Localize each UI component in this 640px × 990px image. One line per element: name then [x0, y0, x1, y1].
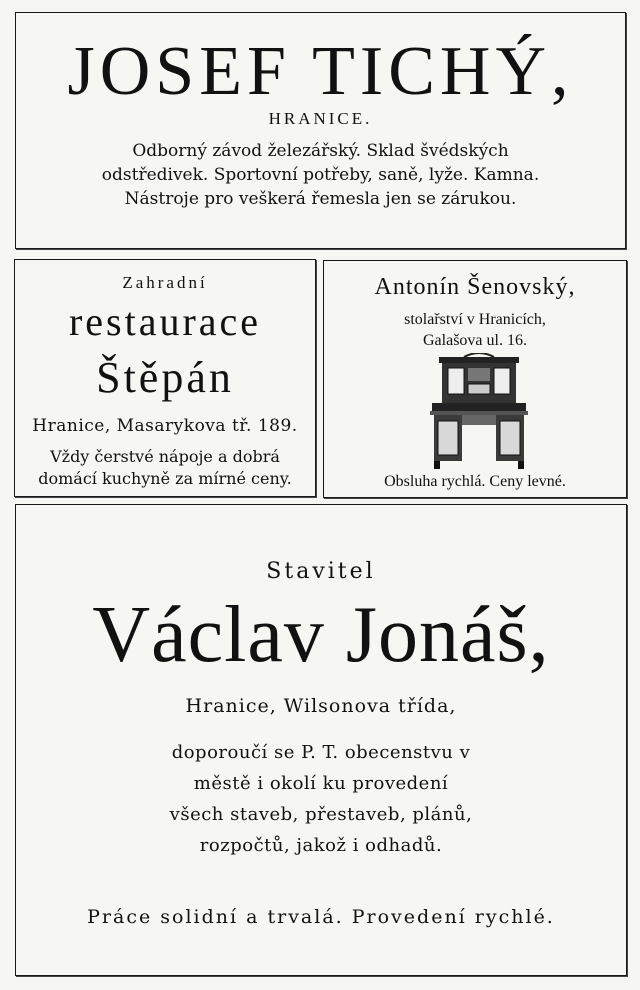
advert-address: Galašova ul. 16. [423, 332, 527, 349]
writing-desk-illustration-icon [424, 353, 534, 471]
advert-address: Hranice, Masarykova tř. 189. [32, 416, 298, 436]
advert-town: HRANICE. [268, 109, 373, 128]
advert-title-line2: Štěpán [96, 353, 234, 402]
advert-title: JOSEF TICHÝ, [67, 33, 574, 110]
advert-trade [324, 309, 626, 351]
advert-vaclav-jonas [15, 504, 627, 976]
advert-label: Stavitel [266, 559, 376, 584]
advert-josef-tichy [15, 12, 626, 249]
advert-label: Zahradní [122, 273, 208, 292]
advert-description: Odborný závod železářský. Sklad švédských odstředivek. Sportovní potřeby, saně, lyže. Kamna. Nástroje pro veškerá řemesla jen se zárukou. [101, 141, 540, 209]
advert-footer: Práce solidní a trvalá. Provedení rychlé. [87, 906, 555, 928]
advert-description: doporoučí se P. T. obecenstvu v městě i okolí ku provedení všech staveb, přestaveb, plánů, rozpočtů, jakož i odhadů. [169, 742, 473, 856]
advert-title: Václav Jonáš, [92, 591, 550, 679]
advert-town: Hranice, Wilsonova třída, [185, 695, 457, 717]
advert-footer: Obsluha rychlá. Ceny levné. [384, 473, 566, 490]
advert-restaurace-stepan [14, 259, 316, 497]
advert-title-line1: restaurace [68, 299, 262, 344]
advert-title: Antonín Šenovský, [374, 274, 576, 300]
advert-antonin-senovsky [323, 260, 627, 498]
advert-trade-line: stolařství v Hranicích, [404, 311, 546, 328]
advert-tagline: Vždy čerstvé nápoje a dobrá domácí kuchyně za mírné ceny. [38, 447, 292, 488]
